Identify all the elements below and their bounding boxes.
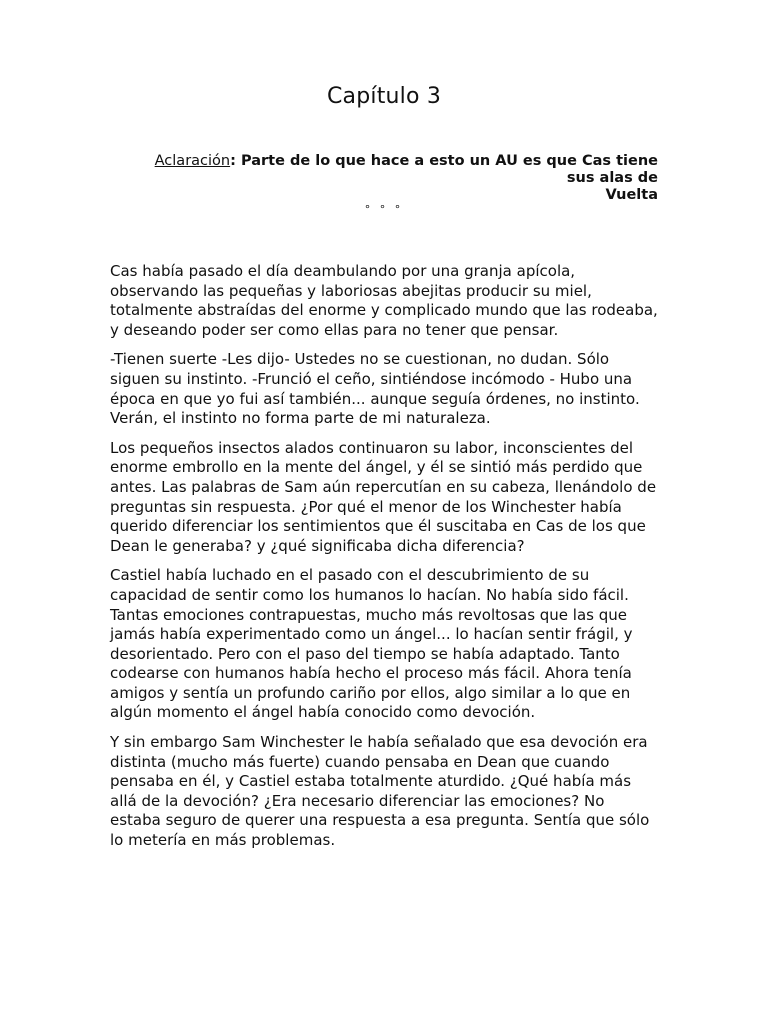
paragraph-3: Los pequeños insectos alados continuaron su labor, inconscientes del enorme embrollo en la mente del ángel, y él se sintió más perdido que antes. Las palabras de Sam aún repercutían en su cabeza, llenándolo de preguntas sin respuesta. ¿Por qué el menor de los Winchester había querido diferenciar los sentimientos que él suscitaba en Cas de los que Dean le generaba? y ¿qué significaba dicha diferencia? — [110, 438, 657, 555]
note-colon: : — [230, 153, 236, 169]
paragraph-1: Cas había pasado el día deambulando por una granja apícola, observando las pequeñas y laboriosas abejitas producir su miel, totalmente abstraídas del enorme y complicado mundo que las rodeaba, y deseando poder ser como ellas para no tener que pensar. — [110, 262, 658, 339]
author-note — [110, 153, 658, 204]
note-text-line-2: sus alas de — [566, 170, 658, 186]
note-text-line-3: Vuelta — [605, 187, 658, 203]
chapter-title: Capítulo 3 — [326, 84, 442, 109]
note-text-line-1: Parte de lo que hace a esto un AU es que Cas tiene — [235, 153, 658, 169]
note-label: Aclaración — [154, 153, 231, 169]
paragraph-2: -Tienen suerte -Les dijo- Ustedes no se cuestionan, no dudan. Sólo siguen su instinto. -Frunció el ceño, sintiéndose incómodo - Hubo una época en que yo fui así también... aunque seguía órdenes, no instinto. Verán, el instinto no forma parte de mi naturaleza. — [110, 350, 640, 428]
section-separator: ° ° ° — [364, 203, 404, 216]
paragraph-5: Y sin embargo Sam Winchester le había señalado que esa devoción era distinta (mucho más fuerte) cuando pensaba en Dean que cuando pensaba en él, y Castiel estaba totalmente aturdido. ¿Qué había más allá de la devoción? ¿Era necesario diferenciar las emociones? No estaba seguro de querer una respuesta a esa pregunta. Sentía que sólo lo metería en más problemas. — [110, 733, 650, 850]
chapter-body — [110, 262, 658, 861]
paragraph-4: Castiel había luchado en el pasado con el descubrimiento de su capacidad de sentir como los humanos lo hacían. No había sido fácil. Tantas emociones contrapuestas, mucho más revoltosas que las que jamás había experimentado como un ángel... lo hacían sentir frágil, y desorientado. Pero con el paso del tiempo se había adaptado. Tanto codearse con humanos había hecho el proceso más fácil. Ahora tenía amigos y sentía un profundo cariño por ellos, algo similar a lo que en algún momento el ángel había conocido como devoción. — [110, 566, 633, 722]
